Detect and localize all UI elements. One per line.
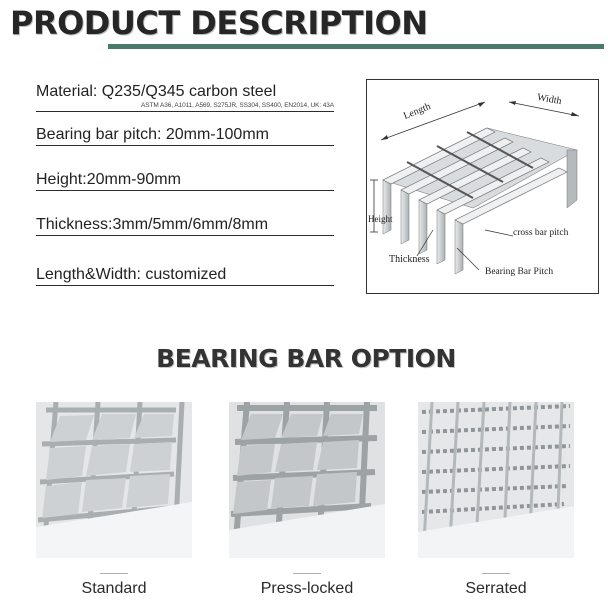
spec-material: [36, 83, 334, 112]
spec-material-standards: ASTM A36, A1011, A569, S275JR, SS304, SS400, EN2014, UK: 43A: [141, 102, 334, 109]
option-serrated-label: Serrated: [465, 580, 527, 597]
option-standard-label: Standard: [81, 580, 147, 597]
thickness-label: Thickness: [389, 254, 430, 265]
spec-material-label: Material: Q235/Q345 carbon steel: [36, 83, 277, 100]
option-standard-image: [36, 402, 192, 558]
option-serrated-image: [418, 402, 574, 558]
page-title: PRODUCT DESCRIPTION: [10, 4, 428, 42]
cross-bar-pitch-label: cross bar pitch: [513, 228, 569, 238]
spec-height-label: Height:20mm-90mm: [36, 171, 181, 188]
spec-height: [36, 171, 334, 191]
option-divider: [482, 573, 510, 574]
bearing-bar-option-title: BEARING BAR OPTION: [156, 344, 456, 373]
bearing-bar-pitch-label: Bearing Bar Pitch: [485, 267, 554, 277]
option-press-locked-image: [229, 402, 385, 558]
spec-thickness-label: Thickness:3mm/5mm/6mm/8mm: [36, 216, 269, 233]
spec-bearing-bar-pitch: [36, 126, 334, 146]
spec-length-width-label: Length&Width: customized: [36, 266, 227, 283]
spec-bearing-bar-pitch-label: Bearing bar pitch: 20mm-100mm: [36, 126, 269, 143]
option-divider: [100, 573, 128, 574]
length-label: Length: [401, 101, 433, 122]
option-divider: [293, 573, 321, 574]
spec-thickness: [36, 216, 334, 236]
title-accent-bar: [108, 44, 604, 49]
width-label: Width: [536, 91, 563, 108]
height-label: Height: [368, 214, 393, 224]
grating-diagram: [366, 79, 599, 294]
spec-length-width: [36, 266, 334, 286]
option-press-locked-label: Press-locked: [260, 580, 354, 597]
